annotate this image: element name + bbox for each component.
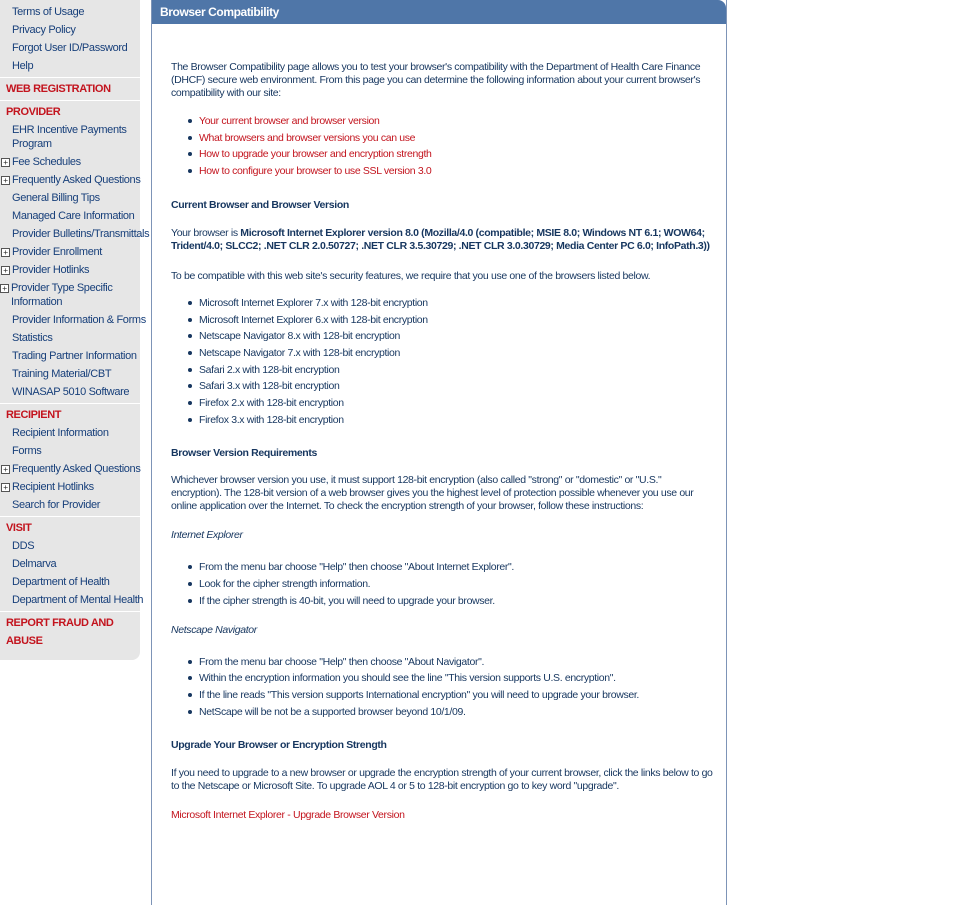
divider <box>0 100 140 101</box>
list-item: Netscape Navigator 7.x with 128-bit encryption <box>199 345 714 362</box>
sidebar-item-recipient-hotlinks[interactable] <box>0 478 140 496</box>
sidebar-item-label: Fee Schedules <box>12 156 81 168</box>
toc-link-current-browser[interactable]: Your current browser and browser version <box>199 113 714 130</box>
ie-upgrade-link[interactable]: Microsoft Internet Explorer - Upgrade Browser Version <box>171 809 405 822</box>
sidebar-item-dept-mental-health[interactable]: Department of Mental Health <box>12 594 144 606</box>
sidebar-item-provider-hotlinks[interactable] <box>0 261 140 279</box>
toc-link-ssl[interactable]: How to configure your browser to use SSL version 3.0 <box>199 163 714 180</box>
requirements-text: Whichever browser version you use, it must support 128-bit encryption (also called "strong" or "domestic" or "U.S." encryption). The 128-bit version of a web browser gives you the highest level of protection possible whenever you use our online application over the Internet. To check the encryption strength of your browser, follow these instructions: <box>171 474 694 513</box>
list-item: From the menu bar choose "Help" then choose "About Navigator". <box>199 654 714 671</box>
list-item: Firefox 2.x with 128-bit encryption <box>199 395 714 412</box>
intro-text: The Browser Compatibility page allows you to test your browser's compatibility with the Department of Health Care Finance (DHCF) secure web environment. From this page you can determine the following information about your current browser's compatibility with our site: <box>171 61 701 99</box>
sidebar-item-recipient-forms[interactable]: Forms <box>12 445 42 457</box>
browser-list <box>171 295 714 429</box>
sidebar-item-label: Provider Enrollment <box>12 246 102 258</box>
browser-prefix: Your browser is <box>171 226 241 239</box>
forgot-userid-link[interactable]: Forgot User ID/Password <box>12 42 128 54</box>
browser-detect-text <box>171 227 714 253</box>
sidebar-item-label: Frequently Asked Questions <box>12 463 141 475</box>
expand-icon[interactable]: + <box>1 248 10 257</box>
list-item: If the cipher strength is 40-bit, you will need to upgrade your browser. <box>199 593 714 610</box>
ns-steps-list <box>171 654 714 721</box>
visit-section-title: VISIT <box>6 522 32 534</box>
sidebar-item-label: Provider Hotlinks <box>12 264 90 276</box>
expand-icon[interactable]: + <box>0 284 9 293</box>
sidebar-item-provider-forms[interactable]: Provider Information & Forms <box>12 314 146 326</box>
sidebar-item-provider-type[interactable] <box>0 279 140 311</box>
sidebar-item-dept-health[interactable]: Department of Health <box>12 576 110 588</box>
sidebar-item-delmarva[interactable]: Delmarva <box>12 558 57 570</box>
list-item: Microsoft Internet Explorer 7.x with 128-bit encryption <box>199 295 714 312</box>
list-item: Microsoft Internet Explorer 6.x with 128-bit encryption <box>199 312 714 329</box>
list-item: Within the encryption information you should see the line "This version supports U.S. encryption". <box>199 670 714 687</box>
list-item: Safari 3.x with 128-bit encryption <box>199 378 714 395</box>
sidebar-item-bulletins[interactable]: Provider Bulletins/Transmittals <box>12 228 150 240</box>
expand-icon[interactable]: + <box>1 266 10 275</box>
panel-content <box>152 61 726 822</box>
report-fraud-link[interactable]: REPORT FRAUD AND ABUSE <box>6 617 114 647</box>
sidebar-item-ehr-incentive[interactable]: EHR Incentive Payments Program <box>12 124 127 150</box>
sidebar-nav <box>0 0 150 660</box>
sidebar-item-managed-care[interactable]: Managed Care Information <box>12 210 135 222</box>
upgrade-heading: Upgrade Your Browser or Encryption Strength <box>171 739 387 752</box>
sidebar-item-provider-enrollment[interactable] <box>0 243 140 261</box>
sidebar-top-links <box>0 0 140 75</box>
sidebar-item-billing-tips[interactable]: General Billing Tips <box>12 192 100 204</box>
sidebar-item-winasap[interactable]: WINASAP 5010 Software <box>12 386 130 398</box>
privacy-policy-link[interactable]: Privacy Policy <box>12 24 76 36</box>
current-browser-heading: Current Browser and Browser Version <box>171 198 349 211</box>
toc-link-upgrade[interactable]: How to upgrade your browser and encryption strength <box>199 146 714 163</box>
list-item: Netscape Navigator 8.x with 128-bit encryption <box>199 328 714 345</box>
web-registration-link[interactable]: WEB REGISTRATION <box>6 83 111 95</box>
sidebar-item-recipient-info[interactable]: Recipient Information <box>12 427 109 439</box>
sidebar-item-trading-partner[interactable]: Trading Partner Information <box>12 350 137 362</box>
expand-icon[interactable]: + <box>1 465 10 474</box>
sidebar-item-recipient-faq[interactable] <box>0 460 140 478</box>
list-item: NetScape will be not be a supported browser beyond 10/1/09. <box>199 704 714 721</box>
browser-compat-panel <box>151 0 727 905</box>
list-item: If the line reads "This version supports International encryption" you will need to upgrade your browser. <box>199 687 714 704</box>
sidebar-item-label: Recipient Hotlinks <box>12 481 94 493</box>
divider <box>0 403 140 404</box>
provider-section-title: PROVIDER <box>6 106 61 118</box>
list-item: Safari 2.x with 128-bit encryption <box>199 362 714 379</box>
divider <box>0 611 140 612</box>
upgrade-text: If you need to upgrade to a new browser or upgrade the encryption strength of your current browser, click the links below to go to the Netscape or Microsoft Site. To upgrade AOL 4 or 5 to 128-bit encryption go to key word "upgrade". <box>171 767 713 793</box>
sidebar-item-search-provider[interactable]: Search for Provider <box>12 499 101 511</box>
sidebar-item-fee-schedules[interactable] <box>0 153 140 171</box>
recipient-section-title: RECIPIENT <box>6 409 62 421</box>
sidebar-item-statistics[interactable]: Statistics <box>12 332 53 344</box>
expand-icon[interactable]: + <box>1 176 10 185</box>
toc-link-supported-browsers[interactable]: What browsers and browser versions you can use <box>199 130 714 147</box>
list-item: From the menu bar choose "Help" then choose "About Internet Explorer". <box>199 559 714 576</box>
panel-title: Browser Compatibility <box>152 0 726 24</box>
ie-steps-list <box>171 559 714 609</box>
sidebar-item-label: Provider Type Specific Information <box>11 282 113 308</box>
sidebar-item-label: Frequently Asked Questions <box>12 174 141 186</box>
divider <box>0 77 140 78</box>
sidebar-item-provider-faq[interactable] <box>0 171 140 189</box>
expand-icon[interactable]: + <box>1 158 10 167</box>
expand-icon[interactable]: + <box>1 483 10 492</box>
ns-heading: Netscape Navigator <box>171 623 257 636</box>
sidebar-item-training[interactable]: Training Material/CBT <box>12 368 112 380</box>
list-item: Look for the cipher strength information. <box>199 576 714 593</box>
terms-of-usage-link[interactable]: Terms of Usage <box>12 6 85 18</box>
browser-value: Microsoft Internet Explorer version 8.0 (Mozilla/4.0 (compatible; MSIE 8.0; Windows NT 6.1; WOW64; Trident/4.0; SLCC2; .NET CLR 2.0.50727; .NET CLR 3.5.30729; .NET CLR 3.0.30729; Media Center PC 6.0; InfoPath.3)) <box>171 226 710 252</box>
requirements-heading: Browser Version Requirements <box>171 447 318 460</box>
ie-heading: Internet Explorer <box>171 529 243 542</box>
list-item: Firefox 3.x with 128-bit encryption <box>199 412 714 429</box>
compat-text: To be compatible with this web site's security features, we require that you use one of the browsers listed below. <box>171 269 651 282</box>
divider <box>0 516 140 517</box>
help-link[interactable]: Help <box>12 60 34 72</box>
toc-list <box>171 113 714 180</box>
sidebar-item-dds[interactable]: DDS <box>12 540 35 552</box>
